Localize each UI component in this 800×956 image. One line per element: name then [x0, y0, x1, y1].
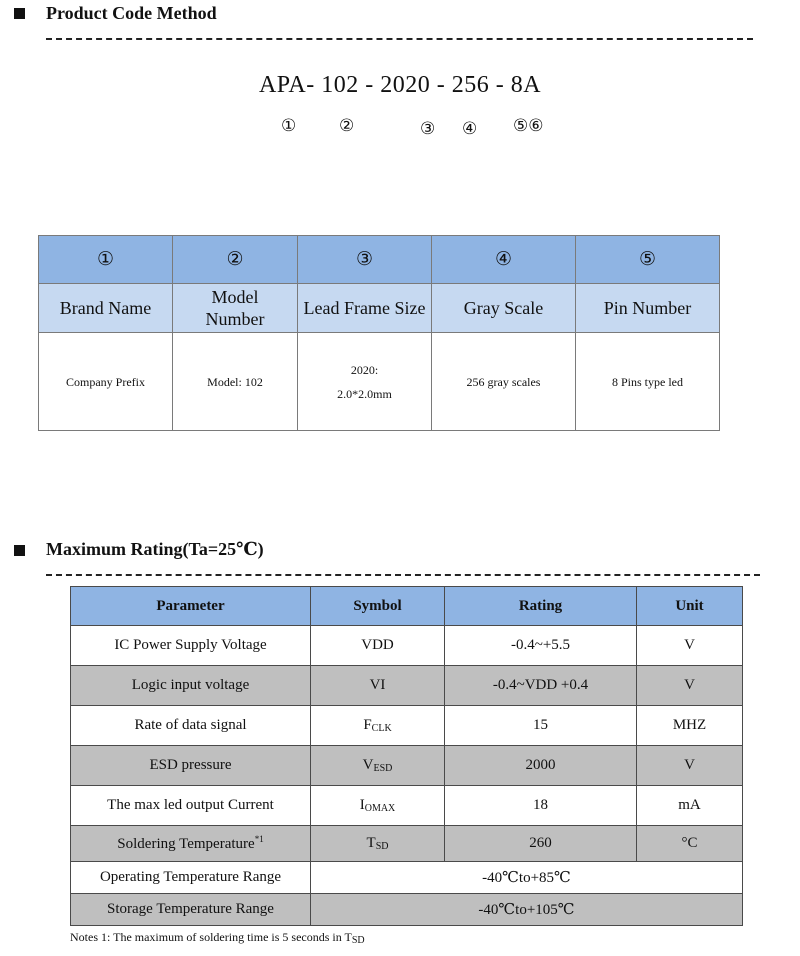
rating-cell: 260: [445, 826, 637, 862]
param-text: Soldering Temperature: [117, 836, 255, 852]
symbol-cell: [311, 786, 445, 826]
table-cell: ①: [39, 236, 173, 284]
unit-cell: V: [637, 666, 743, 706]
rating-cell: -0.4~+5.5: [445, 626, 637, 666]
unit-cell: mA: [637, 786, 743, 826]
param-cell: IC Power Supply Voltage: [71, 626, 311, 666]
rating-cell: -40℃to+105℃: [311, 894, 743, 926]
table-row: [39, 284, 720, 333]
symbol-main: I: [359, 797, 365, 813]
cell-line: Number: [205, 309, 265, 329]
table-row: [71, 626, 743, 666]
cell-line: 2.0*2.0mm: [337, 386, 392, 401]
cell-line: Gray Scale: [463, 298, 544, 318]
column-header: Rating: [445, 587, 637, 626]
column-header: Symbol: [311, 587, 445, 626]
symbol-main: T: [366, 835, 376, 851]
table-cell: [576, 333, 720, 431]
table-row: [71, 746, 743, 786]
product-code: APA- 102 - 2020 - 256 - 8A: [258, 72, 542, 98]
param-cell: ESD pressure: [71, 746, 311, 786]
symbol-cell: [311, 826, 445, 862]
table-row: [71, 786, 743, 826]
code-marker-5-6: ⑤⑥: [513, 116, 544, 135]
footnote-marker: *1: [254, 834, 264, 844]
rating-cell: 15: [445, 706, 637, 746]
rating-cell: 2000: [445, 746, 637, 786]
cell-line: 2020:: [350, 362, 379, 377]
code-marker-1: ①: [281, 116, 297, 135]
table-row: [71, 862, 743, 894]
footnote-text: Notes 1: The maximum of soldering time is 5 seconds in T: [70, 930, 352, 944]
param-cell: Rate of data signal: [71, 706, 311, 746]
footnote-subscript: SD: [351, 935, 365, 946]
table-row: [39, 333, 720, 431]
symbol-main: VI: [369, 677, 386, 693]
section-bullet-icon: [14, 8, 25, 19]
symbol-subscript: CLK: [371, 723, 392, 734]
cell-line: Lead Frame Size: [303, 298, 426, 318]
param-cell: The max led output Current: [71, 786, 311, 826]
table-row: [71, 894, 743, 926]
unit-cell: V: [637, 746, 743, 786]
unit-cell: MHZ: [637, 706, 743, 746]
code-marker-4: ④: [462, 119, 478, 138]
cell-line: Model: 102: [207, 374, 263, 389]
symbol-subscript: ESD: [373, 763, 393, 774]
table-row: [71, 826, 743, 862]
unit-cell: °C: [637, 826, 743, 862]
param-cell: Operating Temperature Range: [71, 862, 311, 894]
cell-line: Model: [211, 287, 259, 307]
footnote: [70, 930, 365, 946]
table-cell: [173, 333, 298, 431]
table-cell: [39, 333, 173, 431]
param-cell: Logic input voltage: [71, 666, 311, 706]
symbol-main: V: [362, 757, 374, 773]
symbol-subscript: OMAX: [364, 803, 396, 814]
cell-line: Pin Number: [603, 298, 692, 318]
maximum-rating-table: [70, 586, 743, 926]
section-bullet-icon: [14, 545, 25, 556]
rating-cell: 18: [445, 786, 637, 826]
table-cell: [39, 284, 173, 333]
symbol-main: VDD: [361, 637, 394, 653]
code-marker-2: ②: [339, 116, 355, 135]
cell-line: Company Prefix: [66, 374, 145, 389]
param-cell: [71, 826, 311, 862]
symbol-cell: [311, 626, 445, 666]
table-cell: ②: [173, 236, 298, 284]
column-header: Unit: [637, 587, 743, 626]
cell-line: 8 Pins type led: [612, 374, 683, 389]
product-code-table: [38, 235, 720, 431]
table-cell: [298, 284, 432, 333]
code-marker-3: ③: [420, 119, 436, 138]
table-cell: [432, 333, 576, 431]
table-row: [71, 706, 743, 746]
table-cell: ⑤: [576, 236, 720, 284]
table-cell: [576, 284, 720, 333]
dashed-divider: [46, 574, 760, 576]
table-row: [39, 236, 720, 284]
symbol-main: F: [363, 717, 372, 733]
cell-line: 256 gray scales: [466, 374, 541, 389]
rating-cell: -0.4~VDD +0.4: [445, 666, 637, 706]
table-cell: ③: [298, 236, 432, 284]
rating-cell: -40℃to+85℃: [311, 862, 743, 894]
table-cell: [173, 284, 298, 333]
table-cell: [298, 333, 432, 431]
table-row: [71, 666, 743, 706]
symbol-cell: [311, 706, 445, 746]
column-header: Parameter: [71, 587, 311, 626]
symbol-cell: [311, 746, 445, 786]
table-cell: ④: [432, 236, 576, 284]
section-heading: Maximum Rating(Ta=25℃): [46, 539, 264, 559]
table-cell: [432, 284, 576, 333]
symbol-subscript: SD: [375, 841, 389, 852]
symbol-cell: [311, 666, 445, 706]
table-header-row: [71, 587, 743, 626]
cell-line: Brand Name: [59, 298, 152, 318]
dashed-divider: [46, 38, 753, 40]
param-cell: Storage Temperature Range: [71, 894, 311, 926]
section-heading: Product Code Method: [46, 3, 217, 23]
unit-cell: V: [637, 626, 743, 666]
